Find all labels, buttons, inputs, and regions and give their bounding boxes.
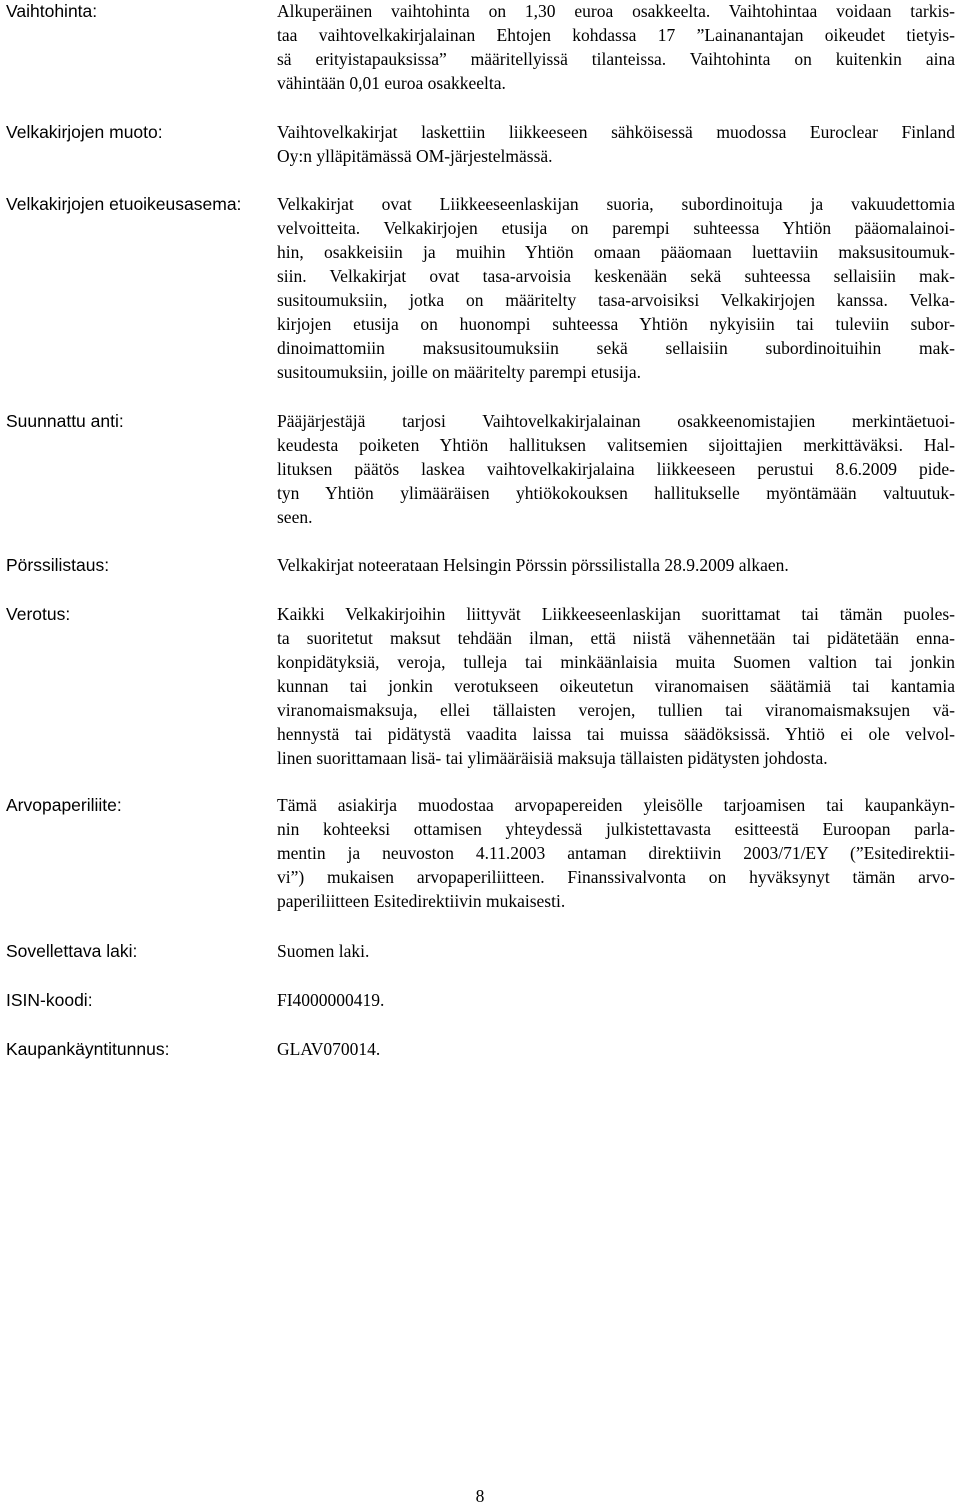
text-line: susitoumuksiin, jotka on määritelty tasa-arvoisiksi Velkakirjojen kanssa. Velka- — [277, 290, 955, 310]
text-line: lituksen päätös laskea vaihtovelkakirjalaina liikkeeseen perustui 8.6.2009 pide- — [277, 459, 955, 479]
text-line: seen. — [277, 507, 313, 527]
text-line: mentin ja neuvoston 4.11.2003 antaman direktiivin 2003/71/EY (”Esitedirektii- — [277, 843, 955, 863]
text-line: nin kohteeksi ottamisen yhteydessä julkistettavasta esitteestä Euroopan parla- — [277, 819, 955, 839]
term-label: Verotus: — [6, 604, 71, 624]
text-line: FI4000000419. — [277, 990, 385, 1010]
description-text — [277, 602, 955, 770]
text-line: GLAV070014. — [277, 1039, 381, 1059]
text-line: kunnan tai jonkin verotukseen oikeutetun viranomaisen säätämiä tai kantamia — [277, 676, 955, 696]
text-line: paperiliitteen Esitedirektiivin mukaisesti. — [277, 891, 566, 911]
text-line: tyn Yhtiön ylimääräisen yhtiökokouksen hallitukselle myöntämään valtuutuk- — [277, 483, 955, 503]
term-label: Velkakirjojen etuoikeusasema: — [6, 194, 242, 214]
term-label: Arvopaperiliite: — [6, 795, 122, 815]
description-text — [277, 988, 955, 1012]
text-line: vi”) mukaisen arvopaperiliitteen. Finanssivalvonta on hyväksynyt tämän arvo- — [277, 867, 955, 887]
text-line: velvoitteita. Velkakirjojen etusija on parempi suhteessa Yhtiön pääomalainoi- — [277, 218, 955, 238]
text-line: Kaikki Velkakirjoihin liittyvät Liikkeeseenlaskijan suorittamat tai tämän puoles- — [277, 604, 955, 624]
text-line: Velkakirjat ovat Liikkeeseenlaskijan suoria, subordinoituja ja vakuudettomia — [277, 194, 955, 214]
term-label: Vaihtohinta: — [6, 1, 98, 21]
text-line: sä erityistapauksissa” määritellyissä tilanteissa. Vaihtohinta on kuitenkin aina — [277, 49, 955, 69]
text-line: Vaihtovelkakirjat laskettiin liikkeeseen sähköisessä muodossa Euroclear Finland — [277, 122, 955, 142]
term-label: Sovellettava laki: — [6, 941, 138, 961]
text-line: kirjojen etusija on huonompi suhteessa Yhtiön nykyisiin tai tuleviin subor- — [277, 314, 955, 334]
text-line: Pääjärjestäjä tarjosi Vaihtovelkakirjalainan osakkeenomistajien merkintäetuoi- — [277, 411, 955, 431]
term-label: Kaupankäyntitunnus: — [6, 1039, 170, 1059]
text-line: dinoimattomiin maksusitoumuksiin sekä sellaisiin subordinoituihin mak- — [277, 338, 955, 358]
description-text — [277, 192, 955, 384]
term-label: Suunnattu anti: — [6, 411, 124, 431]
text-line: Oy:n ylläpitämässä OM-järjestelmässä. — [277, 146, 553, 166]
description-text — [277, 0, 955, 95]
page-number: 8 — [475, 1486, 485, 1506]
text-line: viranomaismaksuja, ellei tällaisten verojen, tullien tai viranomaismaksujen vä- — [277, 700, 955, 720]
term-label: Pörssilistaus: — [6, 555, 110, 575]
description-text — [277, 553, 955, 577]
text-line: hennystä tai pidätystä vaadita laissa tai muissa säädöksissä. Yhtiö ei ole velvol- — [277, 724, 955, 744]
text-line: taa vaihtovelkakirjalainan Ehtojen kohdassa 17 ”Lainanantajan oikeudet tietyis- — [277, 25, 955, 45]
text-line: Velkakirjat noteerataan Helsingin Pörssin pörssilistalla 28.9.2009 alkaen. — [277, 555, 789, 575]
term-label: Velkakirjojen muoto: — [6, 122, 163, 142]
text-line: keudesta poiketen Yhtiön hallituksen valitsemien sijoittajien merkittäväksi. Hal- — [277, 435, 955, 455]
description-text — [277, 1037, 955, 1061]
description-text — [277, 120, 955, 168]
text-line: Suomen laki. — [277, 941, 370, 961]
text-line: vähintään 0,01 euroa osakkeelta. — [277, 73, 506, 93]
text-line: Alkuperäinen vaihtohinta on 1,30 euroa osakkeelta. Vaihtohintaa voidaan tarkis- — [277, 1, 955, 21]
text-line: hin, osakkeisiin ja muihin Yhtiön omaan pääomaan luettaviin maksusitoumuk- — [277, 242, 955, 262]
text-line: siin. Velkakirjat ovat tasa-arvoisia keskenään sekä suhteessa sellaisiin mak- — [277, 266, 955, 286]
text-line: Tämä asiakirja muodostaa arvopapereiden yleisölle tarjoamisen tai kaupankäyn- — [277, 795, 955, 815]
text-line: ta suoritetut maksut tehdään ilman, että niistä vähennetään tai pidätetään enna- — [277, 628, 955, 648]
text-line: konpidätyksiä, veroja, tulleja tai minkäänlaisia muita Suomen valtion tai jonkin — [277, 652, 955, 672]
text-line: linen suorittamaan lisä- tai ylimääräisiä maksuja tällaisten pidätysten johdosta. — [277, 748, 828, 768]
description-text — [277, 409, 955, 529]
description-text — [277, 793, 955, 913]
description-text — [277, 939, 955, 963]
text-line: susitoumuksiin, joille on määritelty parempi etusija. — [277, 362, 642, 382]
term-label: ISIN-koodi: — [6, 990, 93, 1010]
